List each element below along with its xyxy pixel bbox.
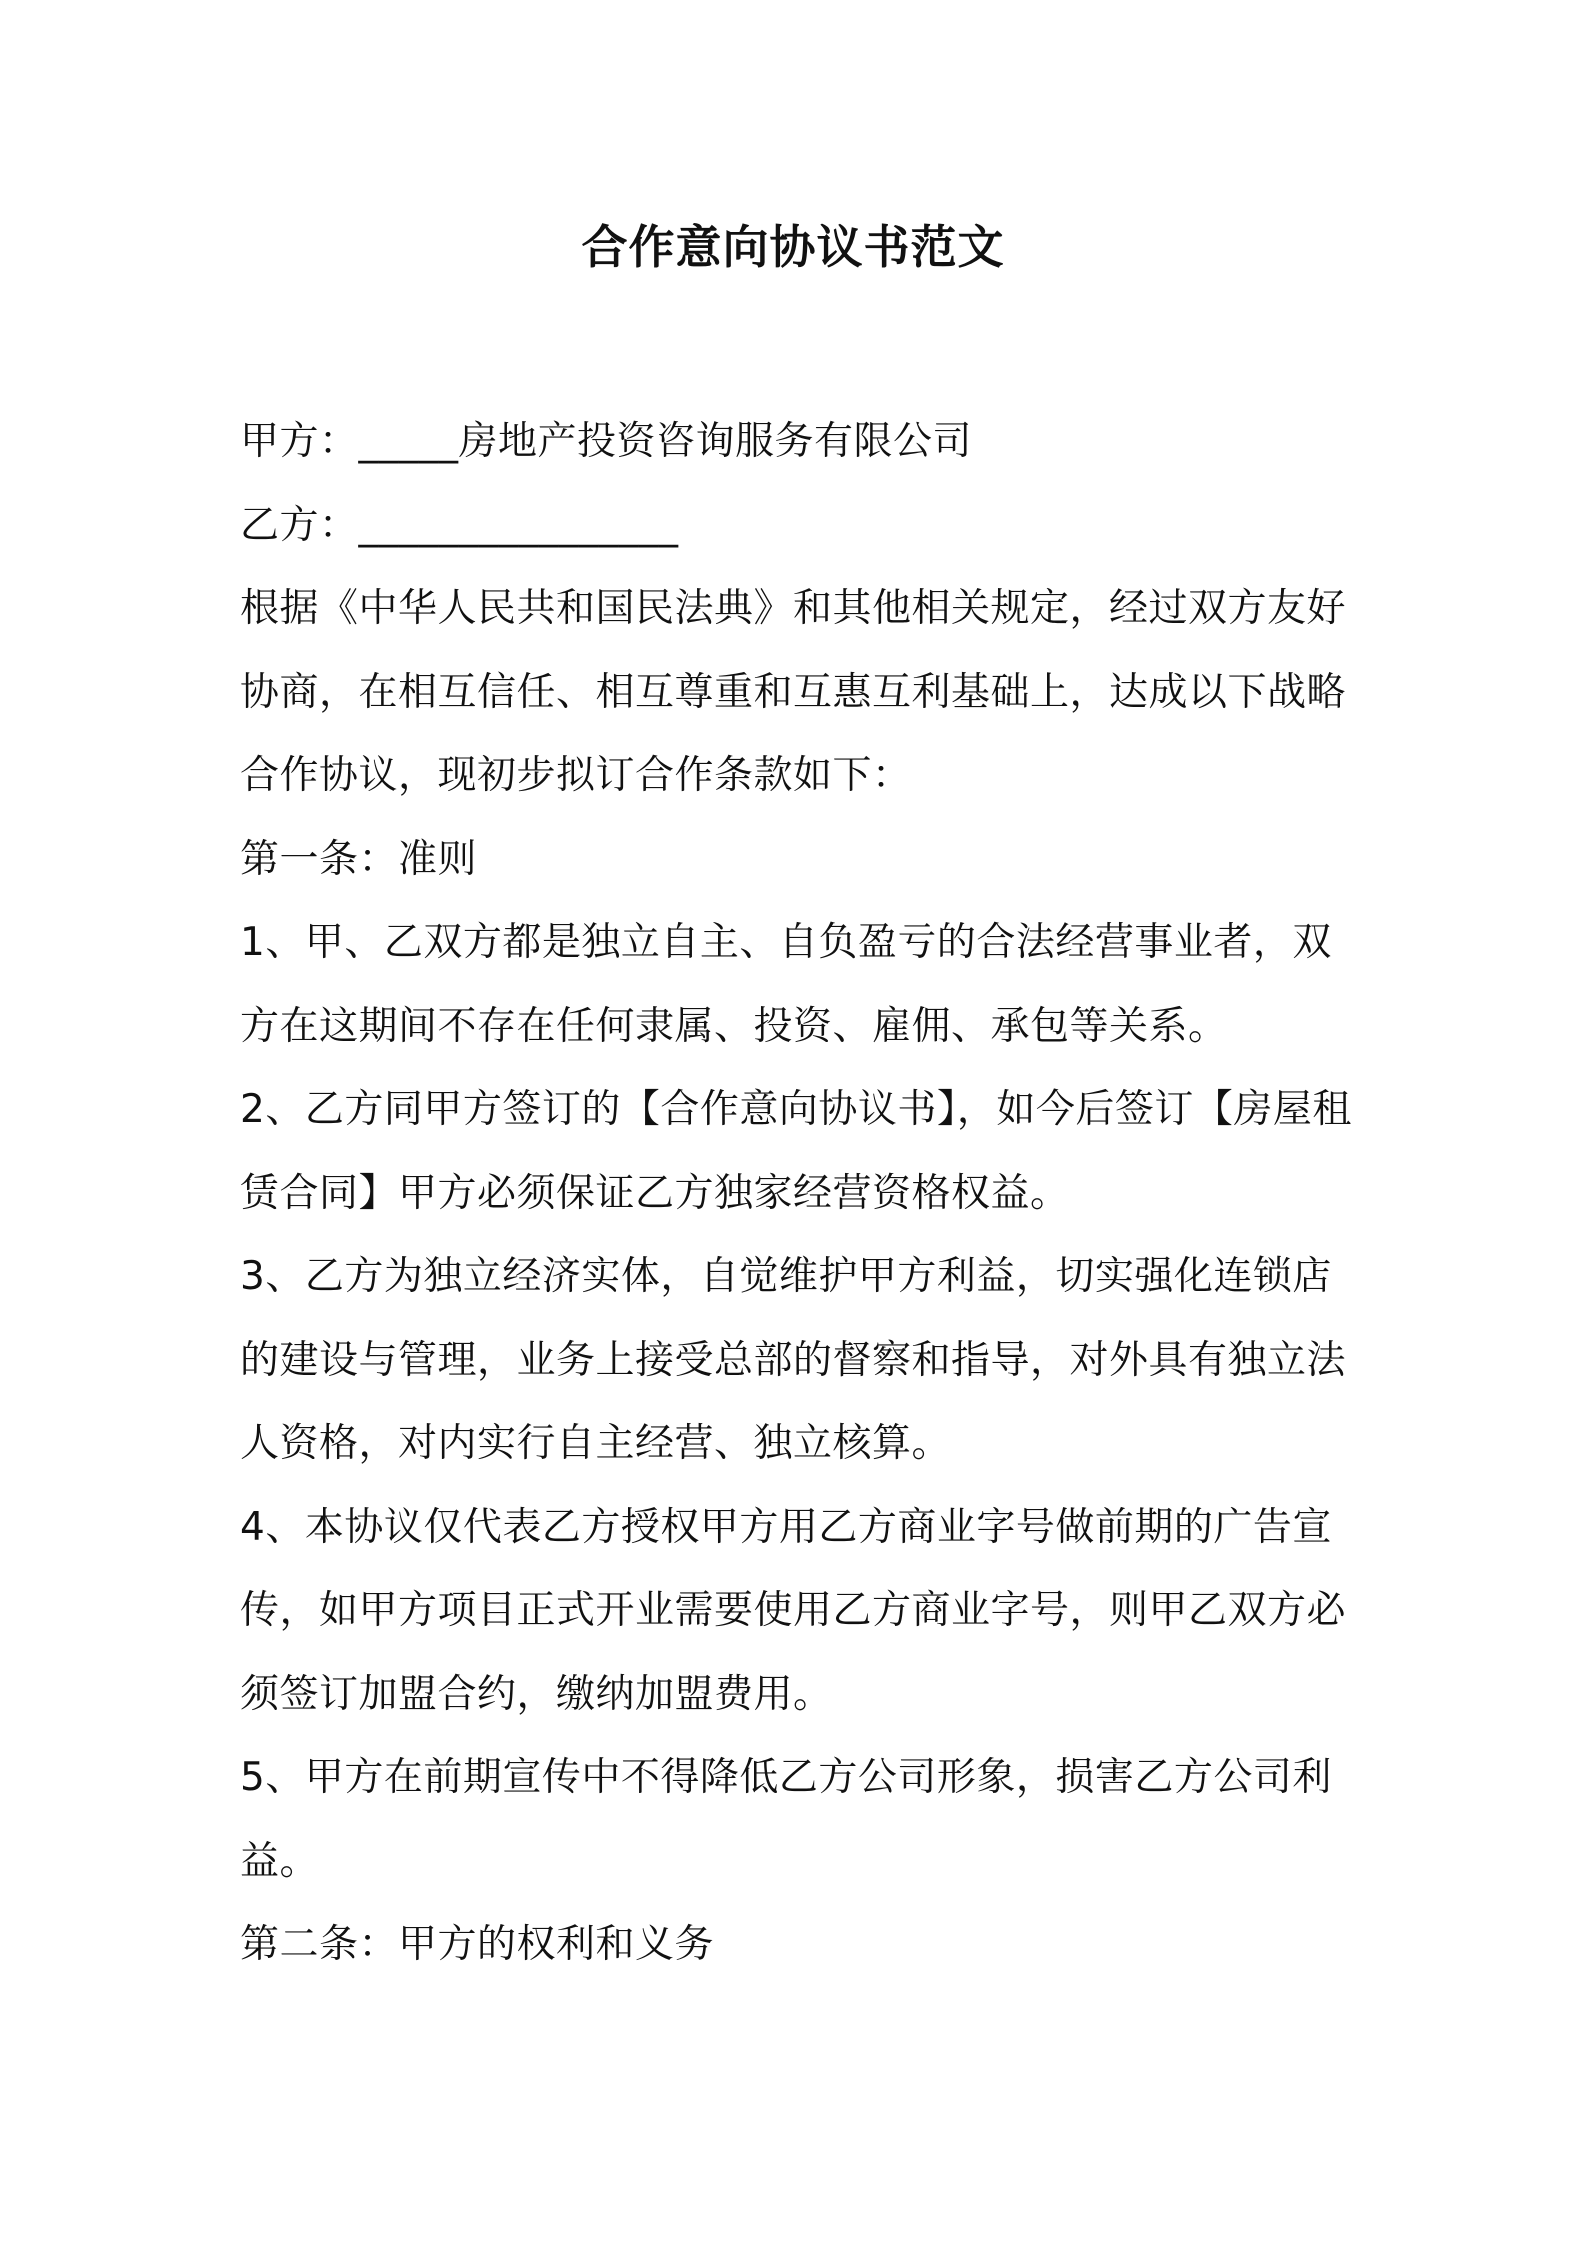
party-b-label: 乙方： — [240, 502, 359, 548]
clause-1: 1、甲、乙双方都是独立自主、自负盈亏的合法经营事业者，双方在这期间不存在任何隶属、投资、雇佣、承包等关系。 — [240, 920, 1332, 1049]
article-2-heading: 第二条：甲方的权利和义务 — [240, 1922, 715, 1967]
document-body — [240, 400, 1360, 1987]
party-a-line — [240, 400, 1360, 484]
party-b-value: ________________ — [358, 502, 679, 548]
party-a-label: 甲方： — [240, 419, 359, 464]
article-1-heading: 第一条：准则 — [240, 836, 478, 882]
party-b-line — [240, 484, 1360, 568]
document-title: 合作意向协议书范文 — [581, 220, 1005, 274]
clause-2: 2、乙方同甲方签订的【合作意向协议书】，如今后签订【房屋租赁合同】甲方必须保证乙方独家经营资格权益。 — [240, 1087, 1352, 1216]
clause-4: 4、本协议仅代表乙方授权甲方用乙方商业字号做前期的广告宣传，如甲方项目正式开业需要使用乙方商业字号，则甲乙双方必须签订加盟合约，缴纳加盟费用。 — [240, 1504, 1347, 1717]
party-a-value: _____房地产投资咨询服务有限公司 — [358, 419, 973, 464]
clause-3: 3、乙方为独立经济实体，自觉维护甲方利益，切实强化连锁店的建设与管理，业务上接受总部的督察和指导，对外具有独立法人资格，对内实行自主经营、独立核算。 — [240, 1254, 1347, 1466]
clause-5: 5、甲方在前期宣传中不得降低乙方公司形象，损害乙方公司利益。 — [240, 1755, 1332, 1884]
intro-paragraph: 根据《中华人民共和国民法典》和其他相关规定，经过双方友好协商，在相互信任、相互尊重和互惠互利基础上，达成以下战略合作协议，现初步拟订合作条款如下： — [240, 586, 1347, 798]
